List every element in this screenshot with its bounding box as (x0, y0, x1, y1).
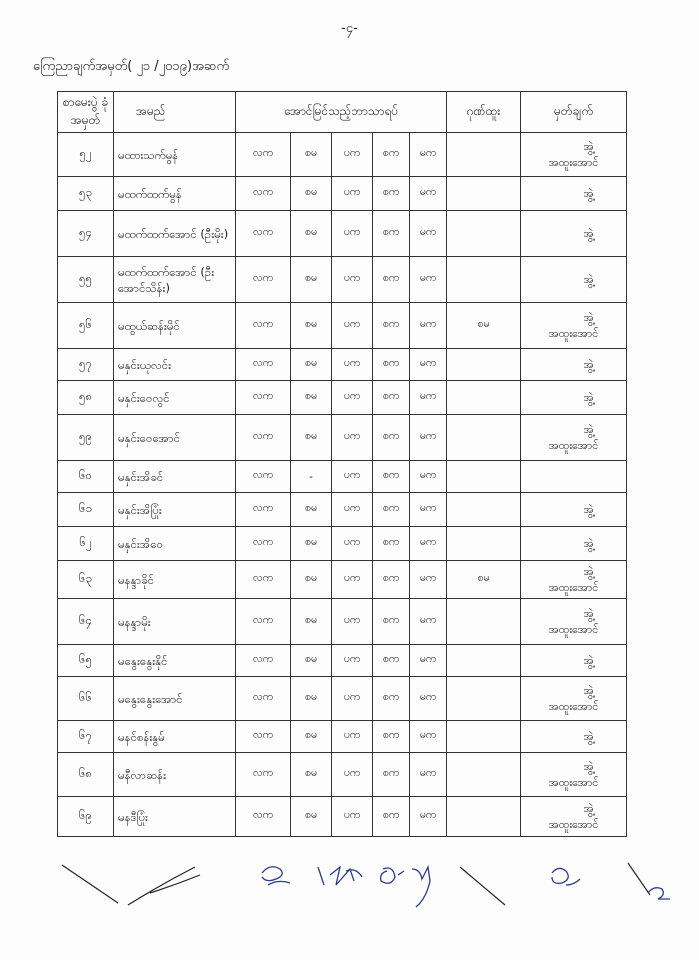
subject-cell: ပက (332, 677, 373, 721)
table-row (58, 257, 627, 303)
name-cell: မနွေးနွေးအောင် (114, 677, 236, 721)
subject-cell: ပက (332, 461, 373, 493)
seat-number-cell: ၅၉ (58, 415, 114, 461)
table-row (58, 677, 627, 721)
distinction-cell (447, 753, 521, 797)
remark-cell (521, 493, 627, 527)
remark-passed: အွဲ့ (583, 226, 594, 240)
name-cell: မထွယ်ဆန်းမိုင် (114, 303, 236, 349)
distinction-cell (447, 493, 521, 527)
subject-cell: စမ (291, 381, 332, 415)
subject-cell: ပက (332, 211, 373, 257)
seat-number-cell: ၆၈ (58, 753, 114, 797)
remark-passed: အွဲ့ (583, 759, 594, 773)
subject-cell: မက (410, 349, 447, 381)
distinction-cell (447, 381, 521, 415)
subject-cell: စမ (291, 721, 332, 753)
distinction-cell (447, 677, 521, 721)
distinction-cell: စမ (447, 561, 521, 599)
subject-cell: မက (410, 645, 447, 677)
subject-cell: စမ (291, 599, 332, 645)
subject-cell: စမ (291, 349, 332, 381)
subject-cell: မက (410, 561, 447, 599)
remark-passed: အွဲ့ (583, 422, 594, 436)
remark-cell (521, 599, 627, 645)
remark-passed: အွဲ့ (583, 357, 594, 371)
remark-cell (521, 561, 627, 599)
subject-cell: လက (236, 461, 291, 493)
remark-passed: အွဲ့ (583, 729, 594, 743)
header-subjects: အောင်မြင်သည့်ဘာသာရပ် (236, 92, 447, 133)
subject-cell: ပက (332, 753, 373, 797)
seat-number-cell: ၅၅ (58, 257, 114, 303)
subject-cell: မက (410, 381, 447, 415)
header-row (58, 92, 627, 133)
subject-cell: စမ (291, 645, 332, 677)
name-cell: မနီလာဆန်း (114, 753, 236, 797)
remark-special-pass: အထူးအောင် (548, 326, 599, 340)
seat-number-cell: ၅၆ (58, 303, 114, 349)
subject-cell: လက (236, 677, 291, 721)
subject-cell: လက (236, 257, 291, 303)
remark-cell (521, 797, 627, 837)
remark-cell (521, 381, 627, 415)
subject-cell: ပက (332, 133, 373, 177)
table-row (58, 493, 627, 527)
name-cell: မနင်စန်းနွမ် (114, 721, 236, 753)
subject-cell: လက (236, 721, 291, 753)
subject-cell: လက (236, 177, 291, 211)
subject-cell: စက (373, 677, 410, 721)
subject-cell: မက (410, 797, 447, 837)
subject-cell: ပက (332, 493, 373, 527)
subject-cell: ပက (332, 527, 373, 561)
subject-cell: စမ (291, 303, 332, 349)
name-cell: မနှင်းဝေလွင် (114, 381, 236, 415)
signatures-area (0, 845, 699, 960)
subject-cell: ပက (332, 797, 373, 837)
table-row (58, 461, 627, 493)
subject-cell: မက (410, 721, 447, 753)
name-cell: မနှင်းအိခင် (114, 461, 236, 493)
table-row (58, 645, 627, 677)
subject-cell: မက (410, 461, 447, 493)
remark-special-pass: အထူးအောင် (548, 699, 599, 713)
distinction-cell (447, 257, 521, 303)
distinction-cell (447, 797, 521, 837)
remark-cell (521, 349, 627, 381)
header-name: အမည် (114, 92, 236, 133)
remark-special-pass: အထူးအောင် (548, 438, 599, 452)
subject-cell: စက (373, 381, 410, 415)
remark-cell (521, 211, 627, 257)
subject-cell: စက (373, 257, 410, 303)
subject-cell: မက (410, 303, 447, 349)
remark-special-pass: အထူးအောင် (548, 580, 599, 594)
remark-passed: အွဲ့ (583, 683, 594, 697)
seat-number-cell: ၅၇ (58, 349, 114, 381)
subject-cell: မက (410, 177, 447, 211)
table-row (58, 211, 627, 257)
name-cell: မနှင်းအိပြုံး (114, 493, 236, 527)
remark-cell (521, 257, 627, 303)
seat-number-cell: ၆၉ (58, 797, 114, 837)
remark-special-pass: အထူးအောင် (548, 622, 599, 636)
remark-passed: အွဲ့ (583, 310, 594, 324)
subject-cell: မက (410, 493, 447, 527)
subject-cell: စမ (291, 753, 332, 797)
subject-cell: ပက (332, 415, 373, 461)
subject-cell: စက (373, 753, 410, 797)
name-cell: မနဒီပြုံး (114, 797, 236, 837)
subject-cell: မက (410, 527, 447, 561)
remark-special-pass: အထူးအောင် (548, 155, 599, 169)
page-number: -၄- (341, 21, 358, 36)
seat-number-cell: ၆၀ (58, 461, 114, 493)
subject-cell: ပက (332, 257, 373, 303)
remark-cell (521, 177, 627, 211)
table-row (58, 753, 627, 797)
subject-cell: စက (373, 599, 410, 645)
remark-passed: အွဲ့ (583, 186, 594, 200)
remark-passed: အွဲ့ (583, 139, 594, 153)
subject-cell: စက (373, 561, 410, 599)
announcement-heading: ကြေညာချက်အမှတ်( ၂၁ /၂၀၁၉)အဆက် (33, 59, 230, 74)
distinction-cell (447, 349, 521, 381)
remark-passed: အွဲ့ (583, 801, 594, 815)
remark-passed: အွဲ့ (583, 390, 594, 404)
table-row (58, 381, 627, 415)
subject-cell: မက (410, 133, 447, 177)
name-cell: မထက်ထက်မွန် (114, 177, 236, 211)
subject-cell: မက (410, 753, 447, 797)
subject-cell: စက (373, 349, 410, 381)
subject-cell: မက (410, 257, 447, 303)
subject-cell: စက (373, 645, 410, 677)
name-cell: မနှင်းယုလင်း (114, 349, 236, 381)
subject-cell: လက (236, 211, 291, 257)
subject-cell: လက (236, 599, 291, 645)
signatures-drawing (0, 845, 699, 960)
name-cell: မထက်ထက်အောင် (ဦးမိုး) (114, 211, 236, 257)
subject-cell: စမ (291, 415, 332, 461)
subject-cell: ပက (332, 645, 373, 677)
remark-cell (521, 645, 627, 677)
results-table (57, 91, 627, 837)
remark-cell (521, 721, 627, 753)
subject-cell: လက (236, 527, 291, 561)
subject-cell: စက (373, 527, 410, 561)
seat-number-cell: ၅၄ (58, 211, 114, 257)
remark-passed: အွဲ့ (583, 536, 594, 550)
name-cell: မနှင်းဝေအောင် (114, 415, 236, 461)
subject-cell: စက (373, 177, 410, 211)
seat-number-cell: ၆၃ (58, 561, 114, 599)
table-row (58, 561, 627, 599)
subject-cell: လက (236, 381, 291, 415)
subject-cell: စမ (291, 797, 332, 837)
distinction-cell (447, 599, 521, 645)
table-row (58, 303, 627, 349)
subject-cell: ပက (332, 599, 373, 645)
name-cell: မထက်ထက်အောင် (ဦးအောင်သိန်း) (114, 257, 236, 303)
remark-cell (521, 303, 627, 349)
subject-cell: မက (410, 677, 447, 721)
name-cell: မနှင်းအိဝေ (114, 527, 236, 561)
distinction-cell (447, 645, 521, 677)
remark-passed: အွဲ့ (583, 653, 594, 667)
remark-special-pass: အထူးအောင် (548, 775, 599, 789)
seat-number-cell: ၆၆ (58, 677, 114, 721)
table-row (58, 177, 627, 211)
subject-cell: စမ (291, 133, 332, 177)
remark-passed: အွဲ့ (583, 502, 594, 516)
subject-cell: လက (236, 493, 291, 527)
distinction-cell (447, 211, 521, 257)
remark-special-pass: အထူးအောင် (548, 817, 599, 831)
remark-cell (521, 677, 627, 721)
remark-passed: အွဲ့ (583, 564, 594, 578)
subject-cell: စက (373, 721, 410, 753)
remark-passed: အွဲ့ (583, 272, 594, 286)
seat-number-cell: ၅၈ (58, 381, 114, 415)
remark-cell (521, 415, 627, 461)
subject-cell: လက (236, 415, 291, 461)
subject-cell: ပက (332, 561, 373, 599)
distinction-cell (447, 177, 521, 211)
distinction-cell (447, 721, 521, 753)
seat-number-cell: ၆၇ (58, 721, 114, 753)
subject-cell: ပက (332, 177, 373, 211)
remark-cell (521, 753, 627, 797)
subject-cell: မက (410, 599, 447, 645)
header-remark: မှတ်ချက် (521, 92, 627, 133)
name-cell: မနန္ဒာမိုး (114, 599, 236, 645)
table-row (58, 349, 627, 381)
subject-cell: စက (373, 415, 410, 461)
remark-cell (521, 527, 627, 561)
subject-cell: လက (236, 303, 291, 349)
subject-cell: စမ (291, 257, 332, 303)
seat-number-cell: ၆၂ (58, 527, 114, 561)
distinction-cell (447, 461, 521, 493)
subject-cell: မက (410, 211, 447, 257)
table-row (58, 721, 627, 753)
subject-cell: စမ (291, 561, 332, 599)
distinction-cell: စမ (447, 303, 521, 349)
subject-cell: လက (236, 797, 291, 837)
subject-cell: စက (373, 133, 410, 177)
subject-cell: ပက (332, 349, 373, 381)
subject-cell: လက (236, 753, 291, 797)
remark-passed: အွဲ့ (583, 606, 594, 620)
distinction-cell (447, 133, 521, 177)
header-distinction: ဂုဏ်ထူး (447, 92, 521, 133)
table-row (58, 133, 627, 177)
subject-cell: စက (373, 797, 410, 837)
subject-cell: စမ (291, 177, 332, 211)
subject-cell: စက (373, 303, 410, 349)
subject-cell: လက (236, 561, 291, 599)
subject-cell: စက (373, 461, 410, 493)
subject-cell: စမ (291, 493, 332, 527)
subject-cell: စမ (291, 527, 332, 561)
seat-number-cell: ၅၂ (58, 133, 114, 177)
seat-number-cell: ၆၁ (58, 493, 114, 527)
remark-cell (521, 461, 627, 493)
seat-number-cell: ၆၅ (58, 645, 114, 677)
subject-cell: ပက (332, 721, 373, 753)
table-row (58, 527, 627, 561)
subject-cell: လက (236, 133, 291, 177)
table-row (58, 797, 627, 837)
distinction-cell (447, 415, 521, 461)
subject-cell: စမ (291, 677, 332, 721)
subject-cell: မက (410, 415, 447, 461)
seat-number-cell: ၆၄ (58, 599, 114, 645)
name-cell: မနွေးနွေးနိုင် (114, 645, 236, 677)
header-seat-number: စာမေးပွဲ ခုံအမှတ် (58, 92, 114, 133)
name-cell: မထားသက်မွန် (114, 133, 236, 177)
subject-cell: လက (236, 645, 291, 677)
subject-cell: ပက (332, 303, 373, 349)
table-row (58, 599, 627, 645)
subject-cell: စက (373, 493, 410, 527)
subject-cell: ပက (332, 381, 373, 415)
subject-cell: စက (373, 211, 410, 257)
subject-cell: - (291, 461, 332, 493)
remark-cell (521, 133, 627, 177)
subject-cell: လက (236, 349, 291, 381)
subject-cell: စမ (291, 211, 332, 257)
name-cell: မနန္ဒာခိုင် (114, 561, 236, 599)
distinction-cell (447, 527, 521, 561)
seat-number-cell: ၅၃ (58, 177, 114, 211)
table-row (58, 415, 627, 461)
